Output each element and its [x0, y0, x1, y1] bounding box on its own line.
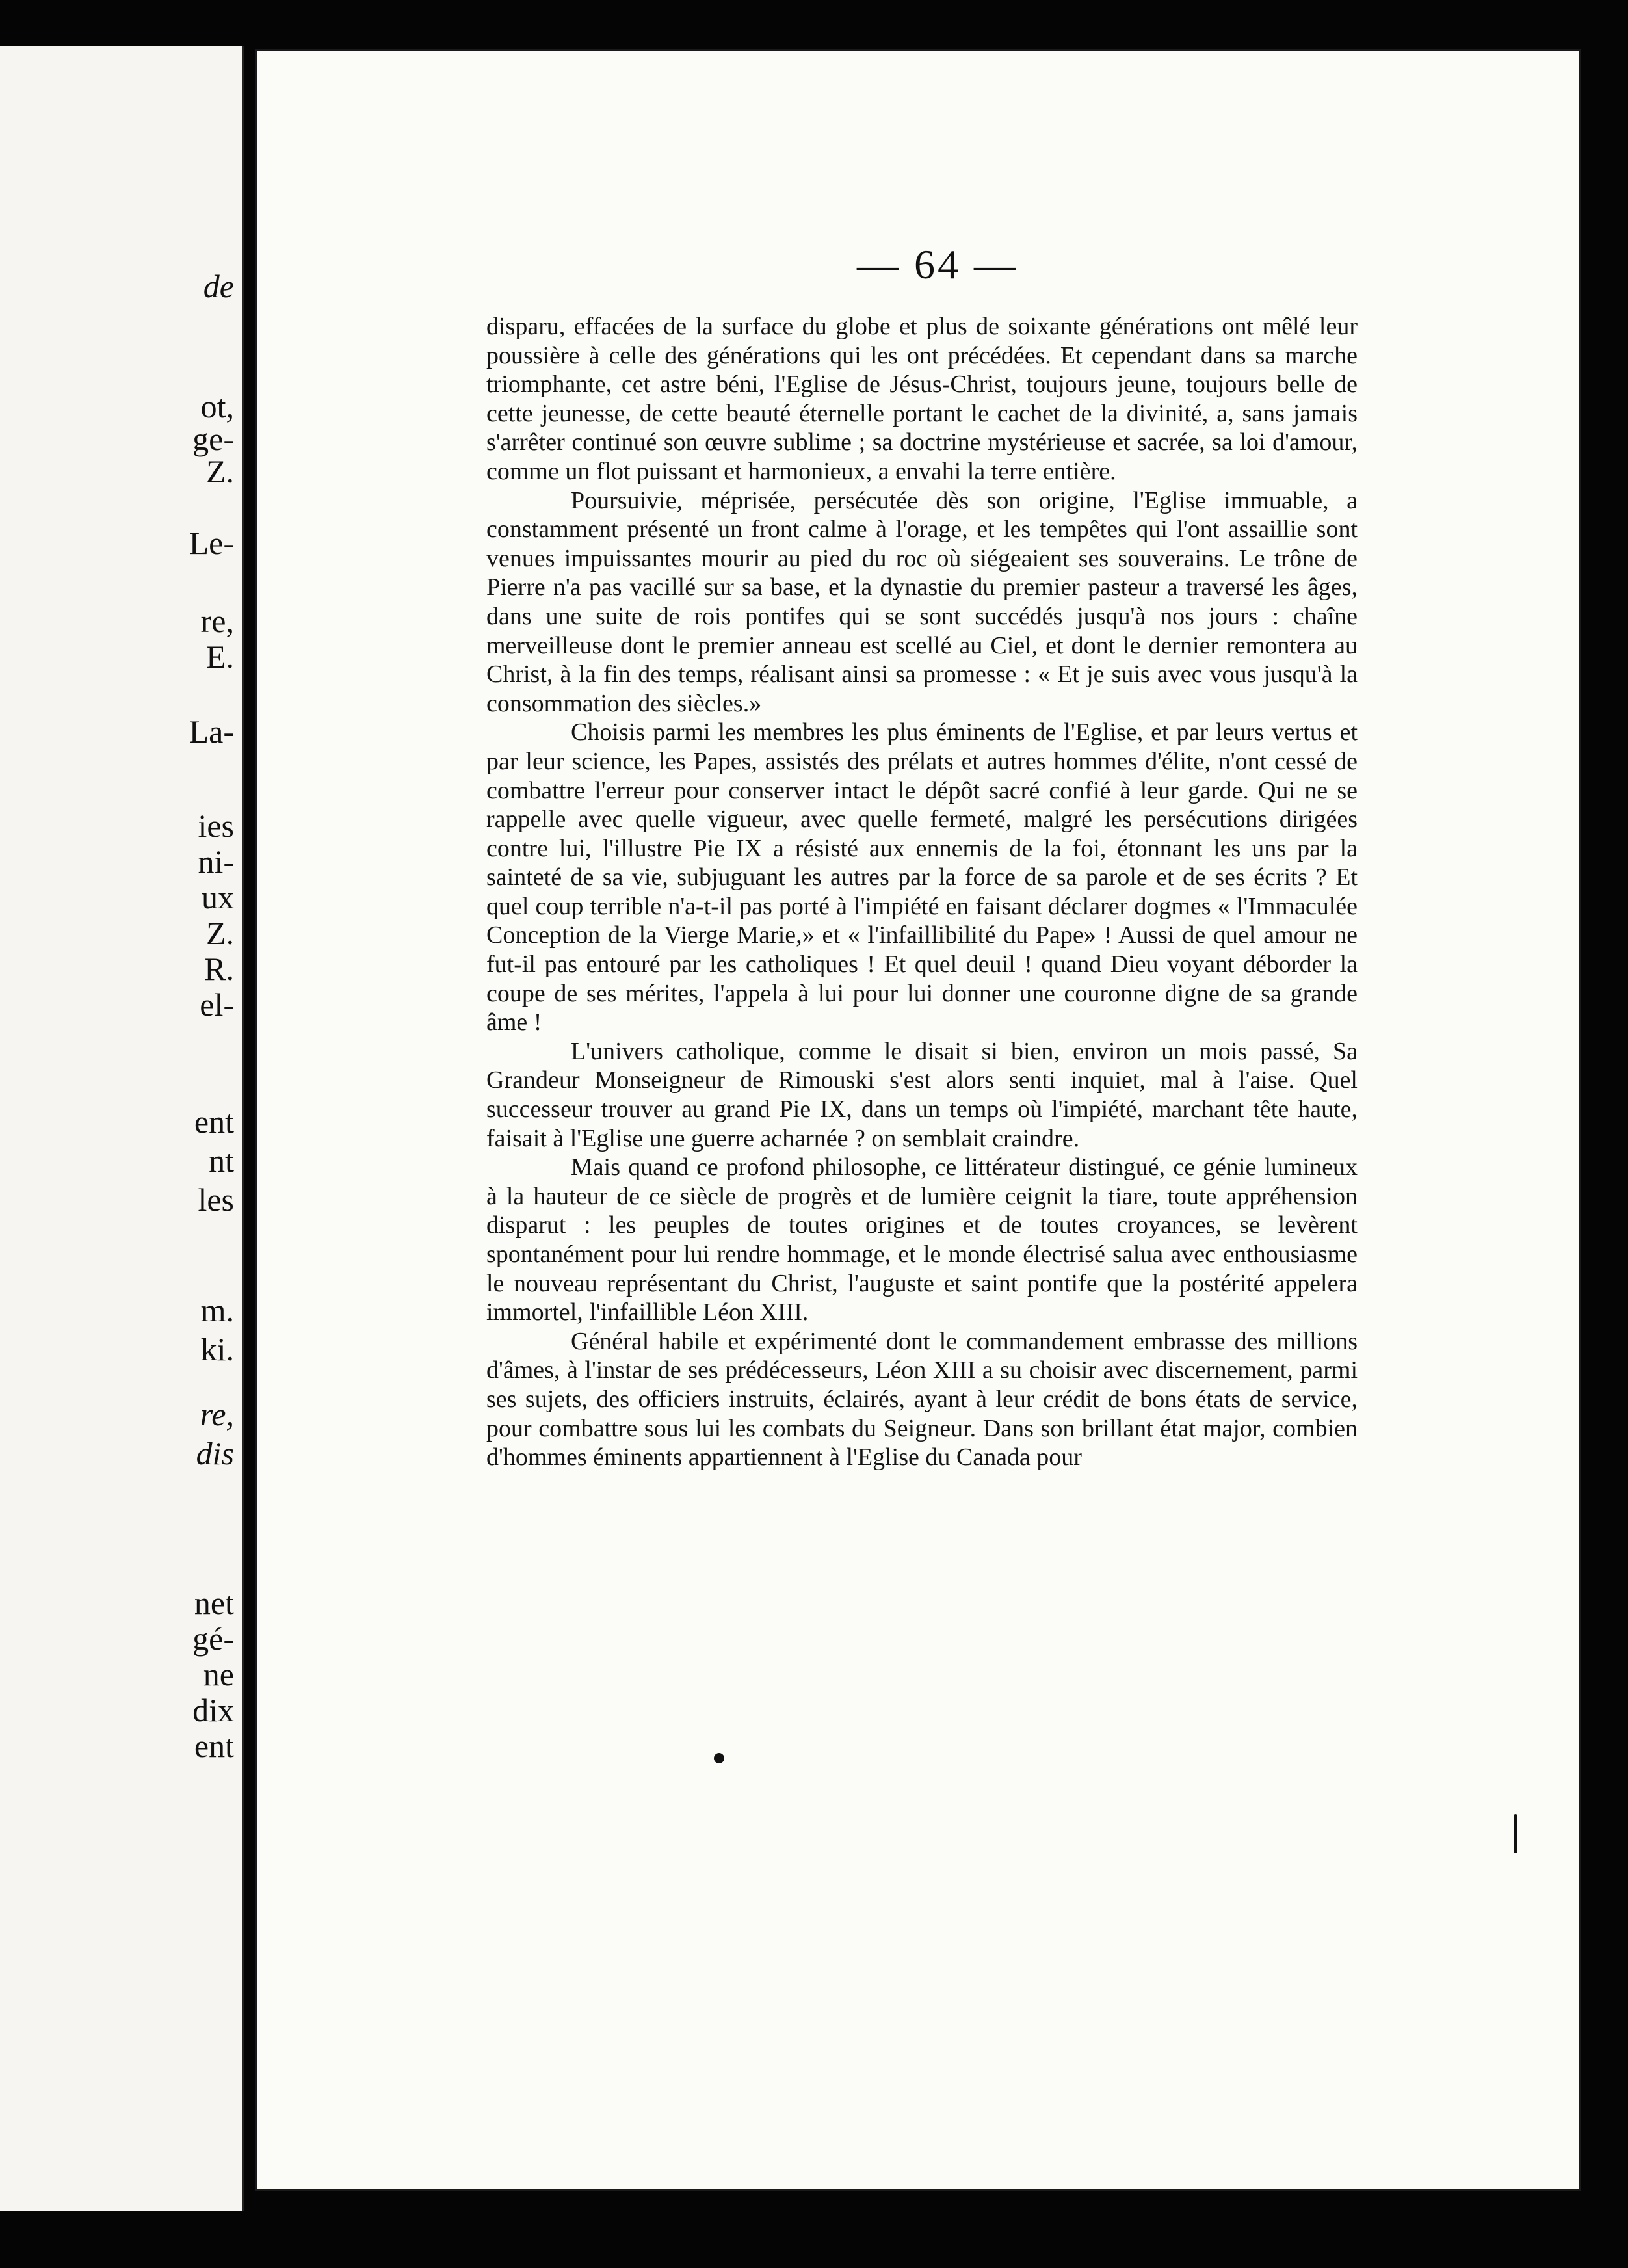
- margin-text-fragment: net: [194, 1585, 234, 1621]
- left-facing-page: [0, 46, 244, 2211]
- paragraph: disparu, effacées de la surface du globe et plus de soixante générations ont mêlé leur poussière à celle des générations qui les ont précédées. Et cependant dans sa marche triomphante, cet astre béni, l'Eglise de Jésus-Christ, toujours jeune, toujours belle de cette jeunesse, de cette beauté éternelle portant le cachet de la divinité, a, sans jamais s'arrêter continué son œuvre sublime ; sa doctrine mystérieuse et sacrée, sa loi d'amour, comme un flot puissant et harmonieux, a envahi la terre entière.: [486, 313, 1358, 485]
- paragraph: L'univers catholique, comme le disait si bien, environ un mois passé, Sa Grandeur Monseigneur de Rimouski s'est alors senti inquiet, mal à l'aise. Quel successeur trouver au grand Pie IX, dans un temps où l'impiété, marchant tête haute, faisait à l'Eglise une guerre acharnée ? on semblait craindre.: [486, 1037, 1358, 1152]
- margin-text-fragment: ni-: [198, 843, 234, 880]
- margin-text-fragment: nt: [209, 1142, 234, 1179]
- margin-text-fragment: ne: [203, 1656, 234, 1693]
- margin-text-fragment: dis: [196, 1435, 234, 1471]
- margin-text-fragment: gé-: [192, 1620, 234, 1657]
- margin-text-fragment: ies: [198, 808, 234, 844]
- margin-text-fragment: R.: [204, 951, 234, 987]
- margin-text-fragment: les: [198, 1181, 234, 1218]
- ink-speck: [714, 1753, 724, 1763]
- margin-text-fragment: E.: [205, 639, 234, 675]
- paragraph: Général habile et expérimenté dont le commandement embrasse des millions d'âmes, à l'instar de ses prédécesseurs, Léon XIII a su choisir avec discernement, parmi ses sujets, des officiers instruits, éclairés, ayant à leur crédit de bons états de service, pour combattre sous lui les combats du Seigneur. Dans son brillant état major, combien d'hommes éminents appartiennent à l'Eglise du Canada pour: [486, 1327, 1358, 1471]
- body-text: [486, 312, 1358, 1472]
- margin-text-fragment: Z.: [205, 453, 234, 490]
- paragraph: Mais quand ce profond philosophe, ce littérateur distingué, ce génie lumineux à la hauteur de ce siècle de progrès et de lumière ceignit la tiare, toute appréhension disparut : les peuples de toutes origines et de toutes croyances, se levèrent spontanément pour lui rendre hommage, et le monde électrisé salua avec enthousiasme le nouveau représentant du Christ, l'auguste et saint pontife que la postérité appelera immortel, l'infaillible Léon XIII.: [486, 1154, 1358, 1326]
- paragraph: Poursuivie, méprisée, persécutée dès son origine, l'Eglise immuable, a constamment présenté un front calme à l'orage, et les tempêtes qui l'ont assaillie sont venues impuissantes mourir au pied du roc où siégeaient ses souverains. Le trône de Pierre n'a pas vacillé sur sa base, et la dynastie du premier pasteur a traversé les âges, dans une suite de rois pontifes qui se sont succédés jusqu'à nos jours : chaîne merveilleuse dont le premier anneau est scellé au Ciel, et dont le dernier remontera au Christ, à la fin des temps, réalisant ainsi sa promesse : « Et je suis avec vous jusqu'à la consommation des siècles.»: [486, 486, 1358, 717]
- page-number: — 64 —: [857, 241, 1018, 287]
- margin-text-fragment: ent: [194, 1728, 234, 1764]
- margin-text-fragment: ki.: [200, 1331, 234, 1367]
- margin-text-fragment: La-: [189, 713, 234, 750]
- margin-text-fragment: de: [203, 268, 234, 304]
- ink-speck: [1514, 1814, 1517, 1853]
- margin-text-fragment: ent: [194, 1103, 234, 1140]
- margin-text-fragment: ge-: [192, 421, 234, 457]
- margin-text-fragment: m.: [200, 1292, 234, 1328]
- margin-text-fragment: ot,: [200, 388, 234, 425]
- margin-text-fragment: dix: [192, 1692, 234, 1728]
- margin-text-fragment: el-: [200, 986, 234, 1023]
- margin-text-fragment: re,: [200, 1396, 234, 1432]
- margin-text-fragment: Z.: [205, 915, 234, 951]
- paragraph: Choisis parmi les membres les plus éminents de l'Eglise, et par leurs vertus et par leur science, les Papes, assistés des prélats et autres hommes d'élite, n'ont cessé de combattre l'erreur pour conserver intact le dépôt sacré confié à leur garde. Qui ne se rappelle avec quelle vigueur, avec quelle fermeté, malgré les persécutions dirigées contre lui, l'illustre Pie IX a résisté aux ennemis de la foi, étonnant les uns par la sainteté de sa vie, subjuguant les autres par la force de sa parole et de ses écrits ? Et quel coup terrible n'a-t-il pas porté à l'impiété en faisant déclarer dogmes « l'Immaculée Conception de la Vierge Marie,» et « l'infaillibilité du Pape» ! Aussi de quel amour ne fut-il pas entouré par les catholiques ! Et quel deuil ! quand Dieu voyant déborder la coupe de ses mérites, l'appela à lui pour lui donner une couronne digne de sa grande âme !: [486, 719, 1358, 1036]
- margin-text-fragment: re,: [200, 603, 234, 639]
- margin-text-fragment: Le-: [189, 525, 234, 561]
- margin-text-fragment: ux: [202, 879, 234, 916]
